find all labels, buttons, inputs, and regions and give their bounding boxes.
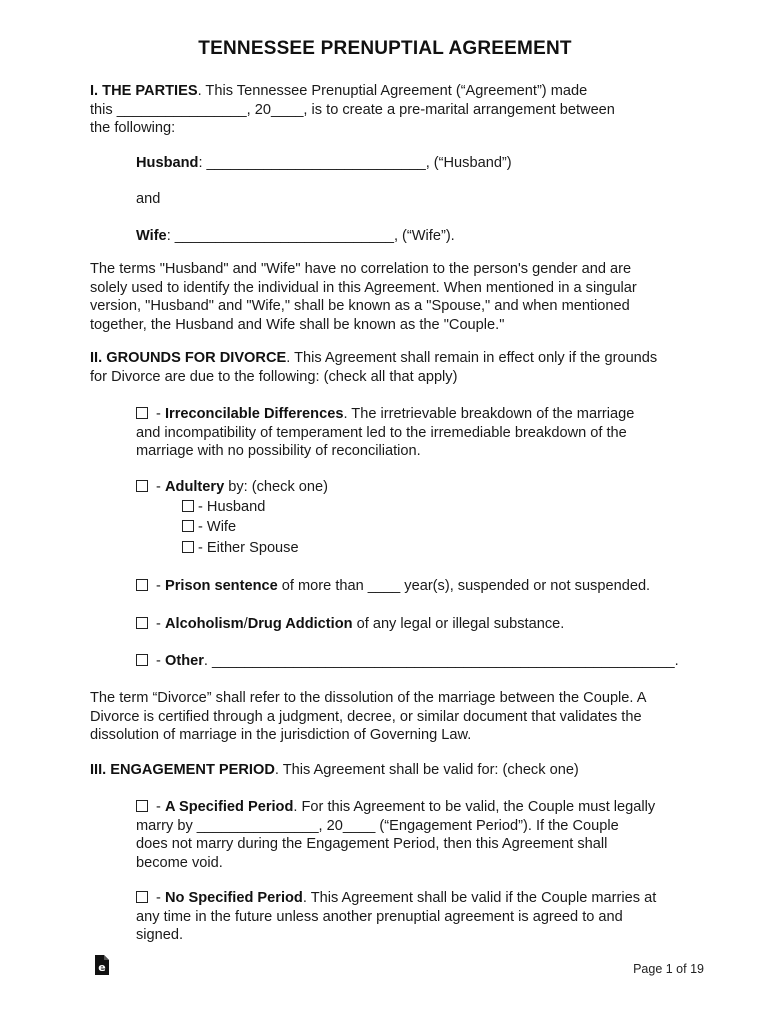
- document-title: TENNESSEE PRENUPTIAL AGREEMENT: [198, 38, 572, 59]
- adultery-husband-option: - Husband: [182, 498, 662, 517]
- wife-field[interactable]: Wife: ___________________________, (“Wife”).: [136, 228, 455, 244]
- no-specified-period-checkbox[interactable]: [136, 891, 148, 903]
- specified-period-checkbox[interactable]: [136, 800, 148, 812]
- no-specified-period-option: - No Specified Period. This Agreement shall be valid if the Couple marries at any time in the future unless another prenuptial agreement is agreed to and signed.: [136, 890, 657, 944]
- adultery-either-checkbox[interactable]: [182, 541, 194, 553]
- prison-option: - Prison sentence of more than ____ year(s), suspended or not suspended.: [136, 577, 696, 596]
- alcohol-option: - Alcoholism/Drug Addiction of any legal or illegal substance.: [136, 615, 696, 634]
- other-checkbox[interactable]: [136, 654, 148, 666]
- adultery-wife-checkbox[interactable]: [182, 520, 194, 532]
- engagement-paragraph: III. ENGAGEMENT PERIOD. This Agreement shall be valid for: (check one): [90, 762, 579, 778]
- parties-heading: I. THE PARTIES: [90, 83, 198, 99]
- page-number: Page 1 of 19: [633, 962, 704, 976]
- specified-period-option: - A Specified Period. For this Agreement to be valid, the Couple must legally marry by _______________, 20____ (“Engagement Period”). If the Couple does not marry during the Engagement Period, then this Agreement shall become void.: [136, 799, 656, 871]
- svg-text:e: e: [98, 961, 106, 974]
- prison-checkbox[interactable]: [136, 579, 148, 591]
- husband-field[interactable]: Husband: ___________________________, (“Husband”): [136, 155, 512, 171]
- adultery-wife-option: - Wife: [182, 518, 662, 537]
- grounds-paragraph: II. GROUNDS FOR DIVORCE. This Agreement shall remain in effect only if the grounds for Divorce are due to the following: (check all that apply): [90, 350, 658, 385]
- alcohol-checkbox[interactable]: [136, 617, 148, 629]
- irreconcilable-checkbox[interactable]: [136, 407, 148, 419]
- parties-paragraph: I. THE PARTIES. This Tennessee Prenuptial Agreement (“Agreement”) made this ________________, 20____, is to create a pre-marital arrangement between the following:: [90, 83, 615, 137]
- grounds-heading: II. GROUNDS FOR DIVORCE: [90, 350, 287, 366]
- other-option: - Other. _________________________________________________________.: [136, 652, 696, 671]
- and-text: and: [136, 191, 161, 207]
- adultery-either-option: - Either Spouse: [182, 539, 662, 558]
- adultery-option: - Adultery by: (check one): [136, 478, 696, 497]
- adultery-checkbox[interactable]: [136, 480, 148, 492]
- engagement-heading: III. ENGAGEMENT PERIOD: [90, 762, 275, 778]
- irreconcilable-option: - Irreconcilable Differences. The irretrievable breakdown of the marriage and incompatibility of temperament led to the irremediable breakdown of the marriage with no possibility of reconciliation.: [136, 406, 635, 460]
- terms-paragraph: The terms "Husband" and "Wife" have no correlation to the person's gender and are solely used to identify the individual in this Agreement. When mentioned in a singular version, "Husband" and "Wife," shall be known as a "Spouse," and when mentioned together, the Husband and Wife shall be known as the "Couple.": [90, 261, 637, 333]
- divorce-definition: The term “Divorce” shall refer to the dissolution of the marriage between the Couple. A Divorce is certified through a judgment, decree, or similar document that validates the dissolution of marriage in the jurisdiction of Governing Law.: [90, 690, 647, 744]
- adultery-husband-checkbox[interactable]: [182, 500, 194, 512]
